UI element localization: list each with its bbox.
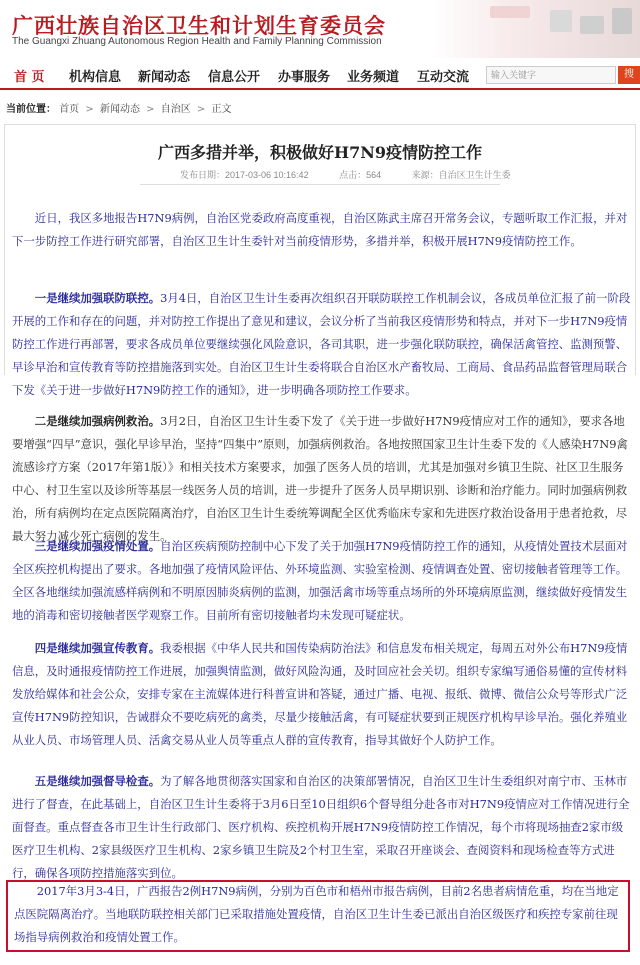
article-paragraph-3 xyxy=(12,535,632,627)
paragraph-3-heading: 三是继续加强疫情处置。 xyxy=(34,539,161,553)
paragraph-3-body: 自治区疾病预防控制中心下发了关于加强H7N9疫情防控工作的通知，从疫情处置技术层面对全区疾控机构提出了要求。各地加强了疫情风险评估、外环境监测、实验室检测、疫情调查处置、密切接触者管理等工作。全区各地继续加强流感样病例和不明原因肺炎病例的监测，加强活禽市场等重点场所的外环境病原监测，继续做好疫情发生地的消毒和密切接触者医学观察工作。目前所有密切接触者均未发现可疑症状。 xyxy=(12,539,628,622)
paragraph-1-heading: 一是继续加强联防联控。 xyxy=(34,291,161,305)
site-subtitle: The Guangxi Zhuang Autonomous Region Health and Family Planning Commission xyxy=(12,36,382,47)
paragraph-5-heading: 五是继续加强督导检查。 xyxy=(34,774,161,788)
nav-item-services[interactable]: 办事服务 xyxy=(278,70,331,85)
article-intro: 近日，我区多地报告H7N9病例，自治区党委政府高度重视，自治区陈武主席召开常务会议，专题听取工作汇报，并对下一步防控工作进行研究部署，自治区卫生计生委针对当前疫情形势，多措并举，积极开展H7N9疫情防控工作。 xyxy=(12,211,628,248)
article-paragraph-5 xyxy=(12,770,632,885)
banner-decoration xyxy=(550,10,572,32)
article-paragraph-2 xyxy=(12,410,632,548)
paragraph-4-body: 我委根据《中华人民共和国传染病防治法》和信息发布相关规定，每周五对外公布H7N9疫情信息，及时通报疫情防控工作进展，加强舆情监测，做好风险沟通，及时回应社会关切。组织专家编写通俗易懂的宣传材料发放给媒体和社会公众，安排专家在主流媒体进行科普宣讲和答疑，通过广播、电视、报纸、微博、微信公众号等形式广泛宣传H7N9防控知识，告诫群众不要吃病死的禽类，尽量少接触活禽，有可疑症状要到正规医疗机构早诊早治。强化养殖业从业人员、市场管理人员、活禽交易从业人员等重点人群的宣传教育，指导其做好个人防护工作。 xyxy=(12,641,628,747)
article-title: 广西多措并举，积极做好H7N9疫情防控工作 xyxy=(157,143,482,162)
breadcrumb-item-news[interactable]: 新闻动态 xyxy=(99,104,140,115)
article-meta xyxy=(180,168,539,181)
nav-item-news[interactable]: 新闻动态 xyxy=(138,70,191,85)
breadcrumb-separator: > xyxy=(146,104,155,115)
site-header xyxy=(0,0,640,58)
paragraph-5-body: 为了解各地贯彻落实国家和自治区的决策部署情况，自治区卫生计生委组织对南宁市、玉林市进行了督查，在此基础上，自治区卫生计生委将于3月6日至10日组织6个督导组分赴各市对H7N9疫情应对工作情况进行全面督查。重点督查各市卫生计生行政部门、医疗机构、疾控机构开展H7N9疫情防控工作情况，每个市将现场抽查2家市级医疗卫生机构、2家县级医疗卫生机构、2家乡镇卫生院及2个村卫生室，采取召开座谈会、查阅资料和现场检查等方式进行，确保各项防控措施落实到位。 xyxy=(12,774,630,880)
nav-item-home[interactable]: 首 页 xyxy=(14,70,45,85)
paragraph-4-heading: 四是继续加强宣传教育。 xyxy=(34,641,161,655)
search-button[interactable]: 搜 xyxy=(618,66,640,84)
breadcrumb-item-home[interactable]: 首页 xyxy=(59,104,80,115)
paragraph-2-heading: 二是继续加强病例救治。 xyxy=(34,414,161,428)
article-paragraph-1 xyxy=(12,287,632,402)
publish-date: 发布日期：2017-03-06 10:16:42 xyxy=(180,170,309,180)
breadcrumb-item-region[interactable]: 自治区 xyxy=(160,104,191,115)
article-source: 来源：自治区卫生计生委 xyxy=(411,170,511,180)
paragraph-1-body: 3月4日，自治区卫生计生委再次组织召开联防联控工作机制会议，各成员单位汇报了前一阶段开展的工作和存在的问题，并对防控工作提出了意见和建议，会议分析了当前我区疫情形势和特点，并对下一步H7N9疫情防控工作进行再部署，要求各成员单位要继续强化风险意识，各司其职，进一步强化联防联控，确保活禽管控、监测预警、早诊早治和宣传教育等防控措施落到实处。自治区卫生计生委将联合自治区水产畜牧局、工商局、食品药品监督管理局联合下发《关于进一步做好H7N9防控工作的通知》，进一步明确各项防控工作要求。 xyxy=(12,291,631,397)
breadcrumb-separator: > xyxy=(85,104,94,115)
click-count: 点击：564 xyxy=(339,170,382,180)
paragraph-2-body: 3月2日，自治区卫生计生委下发了《关于进一步做好H7N9疫情应对工作的通知》，要求各地要增强“四早”意识，强化早诊早治，坚持“四集中”原则，加强病例救治。各地按照国家卫生计生委下发的《人感染H7N9禽流感诊疗方案（2017年第1版）》和相关技术方案要求，加强了医务人员的培训，尤其是加强对乡镇卫生院、社区卫生服务中心、村卫生室以及诊所等基层一线医务人员的培训，进一步提升了医务人员早期识别、诊断和治疗能力。同时加强病例救治，所有病例均在定点医院隔离治疗，自治区卫生计生委统筹调配全区优秀临床专家和先进医疗救治设备用于患者抢救，尽最大努力减少死亡病例的发生。 xyxy=(12,414,628,543)
breadcrumb-label: 当前位置： xyxy=(6,104,56,115)
banner-decoration xyxy=(612,8,632,34)
banner-decoration xyxy=(580,16,604,34)
nav-item-business[interactable]: 业务频道 xyxy=(347,70,400,85)
breadcrumb-separator: > xyxy=(196,104,206,115)
nav-item-interaction[interactable]: 互动交流 xyxy=(417,70,470,85)
nav-item-public-info[interactable]: 信息公开 xyxy=(208,70,261,85)
article-paragraph-6: 2017年3月3-4日，广西报告2例H7N9病例，分别为百色市和梧州市报告病例，目前2名患者病情危重，均在当地定点医院隔离治疗。当地联防联控相关部门已采取措施处置疫情，自治区卫生计生委已派出自治区级医疗和疾控专家前往现场指导病例救治和疫情处置工作。 xyxy=(14,884,619,944)
nav-item-institutions[interactable]: 机构信息 xyxy=(69,70,122,85)
header-banner xyxy=(430,0,640,58)
article-paragraph-4 xyxy=(12,637,632,752)
banner-decoration xyxy=(490,6,530,18)
breadcrumb xyxy=(6,100,231,115)
breadcrumb-item-current: 正文 xyxy=(211,104,232,115)
site-title[interactable]: 广西壮族自治区卫生和计划生育委员会 xyxy=(12,13,386,38)
search-input[interactable]: 输入关键字 xyxy=(486,66,616,84)
meta-divider xyxy=(140,184,500,185)
